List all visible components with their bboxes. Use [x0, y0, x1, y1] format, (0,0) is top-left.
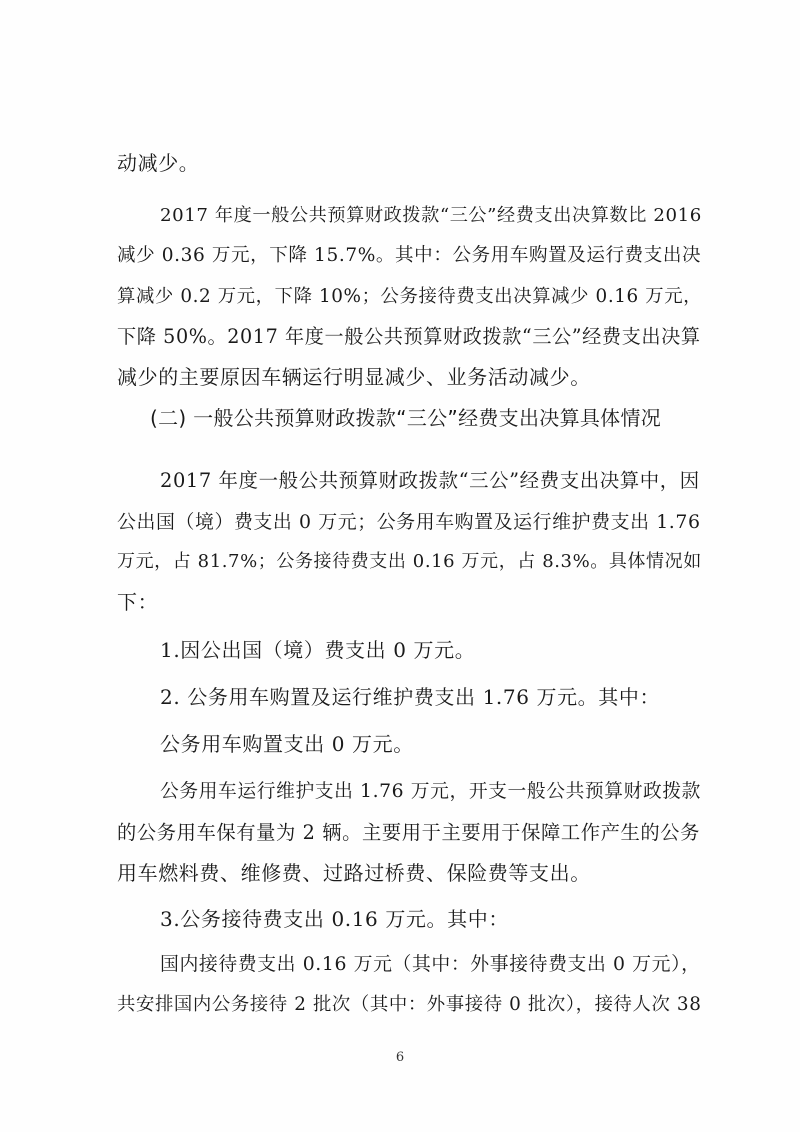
paragraph-line: 共安排国内公务接待 2 批次（其中：外事接待 0 批次），接待人次 38	[117, 994, 702, 1015]
paragraph-line: 下：	[117, 590, 159, 614]
paragraph-line: 下降 50%。2017 年度一般公共预算财政拨款“三公”经费支出决算	[117, 325, 701, 348]
paragraph-line: 2017 年度一般公共预算财政拨款“三公”经费支出决算中，因	[160, 469, 700, 492]
paragraph-line: 减少 0.36 万元，下降 15.7%。其中：公务用车购置及运行费支出决	[117, 245, 702, 266]
paragraph-line: 的公务用车保有量为 2 辆。主要用于主要用于保障工作产生的公务	[117, 821, 700, 844]
paragraph-line: 2017 年度一般公共预算财政拨款“三公”经费支出决算数比 2016	[160, 205, 702, 226]
paragraph-line: 减少的主要原因车辆运行明显减少、业务活动减少。	[117, 365, 591, 389]
list-item: 3.公务接待费支出 0.16 万元。其中：	[160, 907, 509, 931]
paragraph-line: 用车燃料费、维修费、过路过桥费、保险费等支出。	[117, 861, 591, 885]
paragraph-line: 算减少 0.2 万元，下降 10%；公务接待费支出决算减少 0.16 万元，	[117, 286, 703, 307]
section-heading: (二) 一般公共预算财政拨款“三公”经费支出决算具体情况	[150, 406, 662, 430]
page-number: 6	[395, 1050, 405, 1065]
paragraph-line: 公出国（境）费支出 0 万元；公务用车购置及运行维护费支出 1.76	[117, 511, 701, 533]
paragraph-line: 国内接待费支出 0.16 万元（其中：外事接待费支出 0 万元），	[160, 954, 701, 975]
paragraph-line: 万元，占 81.7%；公务接待费支出 0.16 万元，占 8.3%。具体情况如	[117, 551, 702, 572]
paragraph-line: 公务用车运行维护支出 1.76 万元，开支一般公共预算财政拨款	[160, 781, 702, 802]
list-item-detail: 公务用车购置支出 0 万元。	[160, 732, 414, 756]
list-item: 1.因公出国（境）费支出 0 万元。	[160, 638, 476, 662]
list-item: 2. 公务用车购置及运行维护费支出 1.76 万元。其中：	[160, 685, 661, 709]
paragraph-line: 动减少。	[117, 151, 200, 175]
